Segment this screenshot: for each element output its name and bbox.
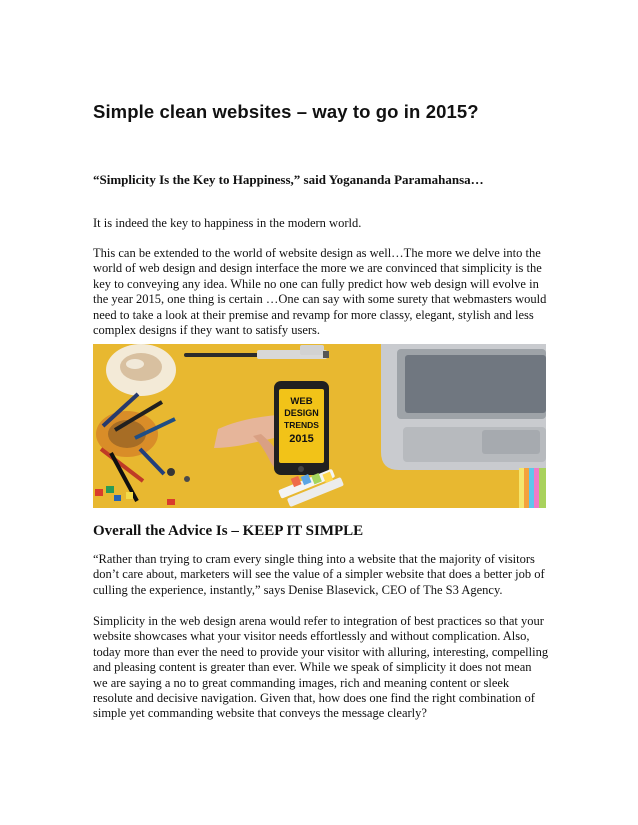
phone-line-design: DESIGN xyxy=(284,408,319,418)
phone-line-web: WEB xyxy=(290,396,313,407)
quote-paragraph: “Rather than trying to cram every single thing into a website that the majority of visitors don’t care about, marketers will see the value of a simpler website that does a better job of culling the experience, instantly,” says Denise Blasevick, CEO of The S3 Agency. xyxy=(93,552,545,597)
phone-line-trends: TRENDS xyxy=(284,420,319,430)
section-heading: Overall the Advice Is – KEEP IT SIMPLE xyxy=(93,523,364,539)
intro-paragraph: It is indeed the key to happiness in the modern world. xyxy=(93,216,362,230)
phone-line-year: 2015 xyxy=(289,433,314,445)
pen-icon xyxy=(184,353,262,357)
document-title: Simple clean websites – way to go in 2015? xyxy=(93,101,479,122)
opening-quote: “Simplicity Is the Key to Happiness,” said Yogananda Paramahansa… xyxy=(93,172,484,187)
context-paragraph: This can be extended to the world of website design as well…The more we delve into the world of web design and design interface the more we are convinced that simplicity is the key to conveying any idea. While no one can fully predict how web design will evolve in the year 2015, one thing is certain …One can say with some surety that webmasters would need to take a look at their premise and revamp for more classy, elegant, stylish and less complex designs if they want to satisfy users. xyxy=(93,246,547,338)
simplicity-paragraph: Simplicity in the web design arena would refer to integration of best practices so that your website showcases what your visitor needs effortlessly and without complication. Also, today more than ever the need to provide your visitor with alluring, interesting, compelling and pleasing content is greater than ever. While we speak of simplicity it does not mean we are saying a no to great commanding images, rich and meaning content or sleek resolute and decisive navigation. Given that, how does one find the right combination of simple yet commanding website that conveys the message clearly? xyxy=(93,614,549,721)
web-design-trends-image xyxy=(93,344,546,508)
